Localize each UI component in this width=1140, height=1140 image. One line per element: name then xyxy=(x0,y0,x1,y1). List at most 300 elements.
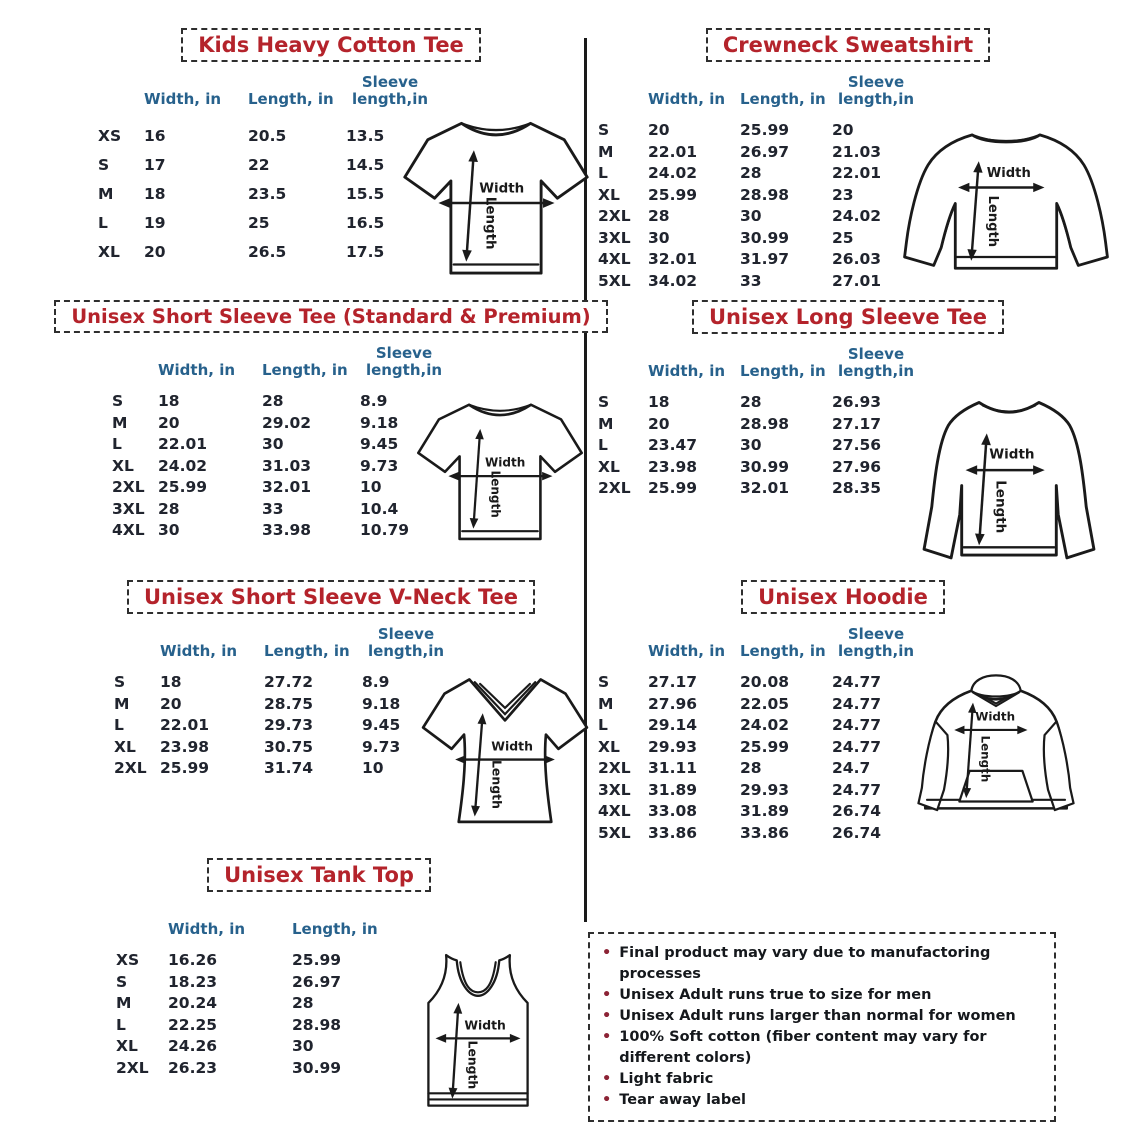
measurement-value: 26.5 xyxy=(248,243,287,261)
size-table xyxy=(112,333,443,542)
title-row xyxy=(80,28,582,62)
measurement-value: 34.02 xyxy=(648,271,698,290)
measurement-value: 29.93 xyxy=(648,737,698,756)
table-header-row xyxy=(598,62,915,108)
size-label: XL xyxy=(598,457,620,476)
measurement-value: 10 xyxy=(360,478,382,496)
measurement-value: 18.23 xyxy=(168,972,218,991)
size-label: M xyxy=(112,413,128,432)
size-row xyxy=(598,801,898,823)
size-row xyxy=(116,993,408,1015)
column-header: Width, in xyxy=(160,642,238,660)
size-row xyxy=(598,478,898,500)
measurement-value: 24.77 xyxy=(832,673,882,691)
size-table xyxy=(598,614,915,844)
measurement-value: 28.35 xyxy=(832,479,882,497)
size-label: M xyxy=(598,414,614,433)
size-label: 3XL xyxy=(112,499,145,518)
size-label: 4XL xyxy=(598,802,631,820)
measurement-value: 10.4 xyxy=(360,499,399,518)
measurement-value: 24.02 xyxy=(832,207,882,225)
measurement-value: 24.26 xyxy=(168,1037,218,1055)
panel-title: Unisex Tank Top xyxy=(207,858,431,892)
panel-title: Unisex Short Sleeve V-Neck Tee xyxy=(127,580,535,614)
size-row xyxy=(598,758,898,780)
measurement-value: 31.74 xyxy=(264,759,314,777)
measurement-value: 16.5 xyxy=(346,214,385,232)
measurement-value: 24.77 xyxy=(832,716,882,734)
measurement-value: 33 xyxy=(262,499,284,518)
width-arrow-label: Width xyxy=(464,1017,506,1033)
size-row xyxy=(598,457,898,479)
size-label: L xyxy=(116,1015,126,1034)
measurement-value: 23 xyxy=(832,185,854,204)
column-header: Width, in xyxy=(648,642,726,660)
size-row xyxy=(598,185,898,207)
note-text: Final product may vary due to manufactoring processes xyxy=(619,945,991,982)
size-label: 2XL xyxy=(114,759,147,777)
column-header: Length, in xyxy=(740,362,826,380)
measurement-value: 31.89 xyxy=(648,780,698,799)
measurement-value: 20 xyxy=(158,413,180,432)
measurement-value: 26.23 xyxy=(168,1058,218,1077)
size-row xyxy=(598,120,898,142)
column-header: Sleeve length,in xyxy=(365,344,443,379)
length-arrow-label: Length xyxy=(992,480,1009,534)
measurement-value: 22.01 xyxy=(648,142,698,161)
measurement-value: 25.99 xyxy=(648,185,698,204)
table-header-row xyxy=(98,62,429,108)
size-label: S xyxy=(116,972,128,991)
measurement-value: 30.75 xyxy=(264,737,314,756)
measurement-value: 29.14 xyxy=(648,716,698,734)
title-row xyxy=(592,580,1094,614)
measurement-value: 31.11 xyxy=(648,759,698,777)
column-header: Sleeve length,in xyxy=(837,345,915,380)
size-row xyxy=(598,414,898,436)
size-row xyxy=(598,142,898,164)
column-header: Length, in xyxy=(740,90,826,108)
size-label: 5XL xyxy=(598,823,631,842)
measurement-value: 23.47 xyxy=(648,436,698,454)
measurement-value: 24.02 xyxy=(648,164,698,182)
measurement-value: 10.79 xyxy=(360,521,410,539)
bullet-dot-icon: • xyxy=(602,945,612,961)
size-row xyxy=(112,456,414,478)
note-item xyxy=(602,1006,1042,1027)
size-row xyxy=(98,209,400,238)
size-row xyxy=(98,151,400,180)
measurement-value: 27.96 xyxy=(648,694,698,713)
note-item xyxy=(602,1090,1042,1111)
size-label: 3XL xyxy=(598,228,631,247)
hoodie-illustration xyxy=(898,672,1094,834)
size-row xyxy=(114,758,416,780)
measurement-value: 21.03 xyxy=(832,142,882,161)
size-table xyxy=(114,614,445,780)
measurement-value: 25 xyxy=(832,228,854,247)
measurement-value: 29.73 xyxy=(264,716,314,734)
size-label: S xyxy=(98,156,110,174)
size-row xyxy=(598,206,898,228)
vneck-tee-illustration xyxy=(416,667,594,836)
length-arrow-label: Length xyxy=(488,470,503,518)
bullet-dot-icon: • xyxy=(602,1092,612,1108)
measurement-value: 33.86 xyxy=(740,823,790,842)
size-label: S xyxy=(598,121,610,139)
measurement-value: 9.73 xyxy=(362,737,401,756)
table-header-row xyxy=(116,892,408,938)
measurement-value: 27.01 xyxy=(832,271,882,290)
measurement-value: 20.24 xyxy=(168,994,218,1012)
measurement-value: 22.25 xyxy=(168,1015,218,1034)
measurement-value: 28 xyxy=(262,392,284,410)
tee-illustration xyxy=(414,391,586,554)
measurement-value: 23.98 xyxy=(160,737,210,756)
panel-kids-heavy-cotton-tee xyxy=(80,28,582,290)
column-header: Sleeve length,in xyxy=(837,625,915,660)
measurement-value: 24.02 xyxy=(158,456,208,475)
size-row xyxy=(598,823,898,845)
table-header-row xyxy=(112,333,443,379)
measurement-value: 27.72 xyxy=(264,673,314,691)
panel-body xyxy=(592,614,1094,844)
measurement-value: 28 xyxy=(292,994,314,1012)
size-row xyxy=(116,950,408,972)
size-row xyxy=(598,737,898,759)
size-row xyxy=(114,715,416,737)
size-table xyxy=(598,334,915,500)
panel-unisex-hoodie xyxy=(592,580,1094,844)
size-row xyxy=(112,520,414,542)
title-row xyxy=(80,580,582,614)
measurement-value: 28 xyxy=(740,164,762,182)
long-sleeve-tee-illustration xyxy=(898,389,1120,572)
measurement-value: 14.5 xyxy=(346,156,385,174)
measurement-value: 33 xyxy=(740,271,762,290)
measurement-value: 28.98 xyxy=(740,185,790,204)
size-table xyxy=(98,62,429,267)
measurement-value: 18 xyxy=(648,393,670,411)
size-row xyxy=(598,392,898,414)
measurement-value: 30 xyxy=(648,228,670,247)
measurement-value: 25.99 xyxy=(292,951,342,969)
panel-unisex-vneck-tee xyxy=(80,580,582,836)
measurement-value: 25.99 xyxy=(648,479,698,497)
measurement-value: 23.98 xyxy=(648,457,698,476)
measurement-value: 9.73 xyxy=(360,456,399,475)
measurement-value: 18 xyxy=(144,185,166,203)
measurement-value: 26.03 xyxy=(832,250,882,268)
panel-unisex-long-sleeve-tee xyxy=(592,300,1104,572)
size-row xyxy=(98,180,400,209)
panel-unisex-short-sleeve-tee xyxy=(71,300,591,554)
size-label: M xyxy=(98,185,114,203)
measurement-value: 29.93 xyxy=(740,780,790,799)
size-label: L xyxy=(598,436,608,454)
column-header: Length, in xyxy=(292,920,378,938)
measurement-value: 30 xyxy=(740,207,762,225)
measurement-value: 28.98 xyxy=(740,414,790,433)
size-label: 4XL xyxy=(112,521,145,539)
measurement-value: 24.77 xyxy=(832,737,882,756)
measurement-value: 22.05 xyxy=(740,694,790,713)
size-row xyxy=(112,391,414,413)
measurement-value: 31.03 xyxy=(262,456,312,475)
table-header-row xyxy=(598,334,915,380)
measurement-value: 32.01 xyxy=(740,479,790,497)
measurement-value: 28 xyxy=(648,207,670,225)
note-text: Unisex Adult runs larger than normal for women xyxy=(619,1008,1016,1024)
size-label: XS xyxy=(116,951,140,969)
measurement-value: 27.17 xyxy=(648,673,698,691)
panel-title: Unisex Long Sleeve Tee xyxy=(692,300,1004,334)
column-header: Width, in xyxy=(648,362,726,380)
note-text: Tear away label xyxy=(619,1092,747,1108)
measurement-value: 20 xyxy=(144,243,166,261)
bullet-dot-icon: • xyxy=(602,1029,612,1045)
measurement-value: 30 xyxy=(740,436,762,454)
size-label: XL xyxy=(98,243,120,261)
size-label: L xyxy=(114,716,124,734)
measurement-value: 25.99 xyxy=(158,478,208,496)
measurement-value: 22.01 xyxy=(158,435,208,453)
measurement-value: 26.74 xyxy=(832,802,882,820)
measurement-value: 20 xyxy=(832,121,854,139)
measurement-value: 16 xyxy=(144,127,166,145)
size-row xyxy=(116,972,408,994)
size-label: XL xyxy=(598,737,620,756)
size-label: XS xyxy=(98,127,122,145)
note-item xyxy=(602,1027,1042,1069)
measurement-value: 16.26 xyxy=(168,951,218,969)
column-header: Width, in xyxy=(648,90,726,108)
size-row xyxy=(598,715,898,737)
note-text: Unisex Adult runs true to size for men xyxy=(619,987,932,1003)
title-row xyxy=(592,28,1104,62)
column-header: Width, in xyxy=(168,920,246,938)
measurement-value: 24.77 xyxy=(832,780,882,799)
column-header: Length, in xyxy=(262,361,348,379)
size-label: L xyxy=(598,716,608,734)
measurement-value: 9.45 xyxy=(360,435,399,453)
tee-illustration xyxy=(400,108,592,290)
column-header: Sleeve length,in xyxy=(367,625,445,660)
measurement-value: 20.08 xyxy=(740,673,790,691)
measurement-value: 20 xyxy=(648,414,670,433)
size-label: 5XL xyxy=(598,271,631,290)
table-header-row xyxy=(114,614,445,660)
panel-title: Kids Heavy Cotton Tee xyxy=(181,28,481,62)
panel-body xyxy=(80,614,582,836)
measurement-value: 31.89 xyxy=(740,802,790,820)
measurement-value: 28.98 xyxy=(292,1015,342,1034)
size-row xyxy=(116,1015,408,1037)
measurement-value: 10 xyxy=(362,759,384,777)
measurement-value: 8.9 xyxy=(362,673,390,691)
size-row xyxy=(114,672,416,694)
size-row xyxy=(98,122,400,151)
measurement-value: 9.18 xyxy=(362,694,401,713)
sweatshirt-illustration xyxy=(898,118,1114,296)
measurement-value: 18 xyxy=(160,673,182,691)
size-label: M xyxy=(114,694,130,713)
title-row xyxy=(592,300,1104,334)
panel-body xyxy=(592,334,1104,572)
measurement-value: 24.77 xyxy=(832,694,882,713)
size-row xyxy=(114,694,416,716)
size-row xyxy=(598,163,898,185)
measurement-value: 28 xyxy=(740,759,762,777)
measurement-value: 26.97 xyxy=(740,142,790,161)
measurement-value: 9.45 xyxy=(362,716,401,734)
panel-title: Unisex Hoodie xyxy=(741,580,945,614)
measurement-value: 30 xyxy=(262,435,284,453)
width-arrow-label: Width xyxy=(975,709,1016,724)
size-label: S xyxy=(112,392,124,410)
width-arrow-label: Width xyxy=(491,738,533,754)
column-header: Width, in xyxy=(144,90,222,108)
measurement-value: 27.96 xyxy=(832,457,882,476)
measurement-value: 13.5 xyxy=(346,127,385,145)
column-header: Sleeve length,in xyxy=(837,73,915,108)
bullet-dot-icon: • xyxy=(602,987,612,1003)
width-arrow-label: Width xyxy=(485,455,526,470)
measurement-value: 29.02 xyxy=(262,413,312,432)
size-label: S xyxy=(598,393,610,411)
measurement-value: 23.5 xyxy=(248,185,287,203)
note-text: 100% Soft cotton (fiber content may vary for different colors) xyxy=(619,1029,987,1066)
column-header: Width, in xyxy=(158,361,236,379)
size-row xyxy=(598,435,898,457)
measurement-value: 15.5 xyxy=(346,185,385,203)
size-row xyxy=(112,499,414,521)
measurement-value: 8.9 xyxy=(360,392,388,410)
size-row xyxy=(114,737,416,759)
size-row xyxy=(598,271,898,293)
note-item xyxy=(602,1069,1042,1090)
size-label: M xyxy=(598,142,614,161)
measurement-value: 20.5 xyxy=(248,127,287,145)
size-label: XL xyxy=(598,185,620,204)
measurement-value: 26.97 xyxy=(292,972,342,991)
size-label: 2XL xyxy=(112,478,145,496)
measurement-value: 30.99 xyxy=(740,457,790,476)
measurement-value: 24.02 xyxy=(740,716,790,734)
panel-unisex-tank-top xyxy=(80,858,558,1116)
measurement-value: 28 xyxy=(740,393,762,411)
size-label: XL xyxy=(112,456,134,475)
size-label: L xyxy=(598,164,608,182)
measurement-value: 22.01 xyxy=(832,164,882,182)
notes-list xyxy=(602,943,1042,1111)
size-label: XL xyxy=(114,737,136,756)
size-label: S xyxy=(598,673,610,691)
measurement-value: 24.7 xyxy=(832,759,871,777)
width-arrow-label: Width xyxy=(479,181,525,197)
size-row xyxy=(598,228,898,250)
size-label: 2XL xyxy=(116,1058,149,1077)
measurement-value: 25.99 xyxy=(740,737,790,756)
length-arrow-label: Length xyxy=(985,195,1001,248)
measurement-value: 17 xyxy=(144,156,166,174)
measurement-value: 25.99 xyxy=(160,759,210,777)
measurement-value: 25 xyxy=(248,214,270,232)
size-label: 4XL xyxy=(598,250,631,268)
panel-crewneck-sweatshirt xyxy=(592,28,1104,296)
size-row xyxy=(116,1058,408,1080)
panel-body xyxy=(80,62,582,290)
measurement-value: 33.08 xyxy=(648,802,698,820)
note-item xyxy=(602,985,1042,1006)
measurement-value: 9.18 xyxy=(360,413,399,432)
bullet-dot-icon: • xyxy=(602,1071,612,1087)
size-row xyxy=(598,694,898,716)
measurement-value: 33.98 xyxy=(262,521,312,539)
size-label: 2XL xyxy=(598,479,631,497)
size-table xyxy=(598,62,915,292)
panel-body xyxy=(592,62,1104,296)
size-label: L xyxy=(98,214,108,232)
measurement-value: 22.01 xyxy=(160,716,210,734)
title-row xyxy=(71,300,591,333)
table-header-row xyxy=(598,614,915,660)
measurement-value: 22 xyxy=(248,156,270,174)
length-arrow-label: Length xyxy=(978,735,993,783)
width-arrow-label: Width xyxy=(986,166,1031,182)
panel-body xyxy=(78,333,584,554)
size-row xyxy=(116,1036,408,1058)
note-item xyxy=(602,943,1042,985)
size-row xyxy=(598,249,898,271)
length-arrow-label: Length xyxy=(482,196,498,250)
measurement-value: 28 xyxy=(158,499,180,518)
size-label: L xyxy=(112,435,122,453)
measurement-value: 32.01 xyxy=(262,478,312,496)
size-row xyxy=(112,434,414,456)
measurement-value: 33.86 xyxy=(648,823,698,842)
column-header: Length, in xyxy=(264,642,350,660)
bullet-dot-icon: • xyxy=(602,1008,612,1024)
panel-body xyxy=(80,892,558,1116)
size-label: M xyxy=(116,994,132,1012)
size-table xyxy=(116,892,408,1079)
tank-top-illustration xyxy=(416,948,540,1116)
title-row xyxy=(80,858,558,892)
size-row xyxy=(598,780,898,802)
measurement-value: 27.17 xyxy=(832,414,882,433)
size-label: S xyxy=(114,673,126,691)
measurement-value: 28.75 xyxy=(264,694,314,713)
measurement-value: 30 xyxy=(158,521,180,539)
measurement-value: 25.99 xyxy=(740,121,790,139)
size-label: XL xyxy=(116,1037,138,1055)
measurement-value: 32.01 xyxy=(648,250,698,268)
measurement-value: 26.74 xyxy=(832,823,882,842)
size-label: 2XL xyxy=(598,759,631,777)
note-text: Light fabric xyxy=(619,1071,714,1087)
size-row xyxy=(112,477,414,499)
measurement-value: 17.5 xyxy=(346,243,385,261)
length-arrow-label: Length xyxy=(489,760,505,809)
size-row xyxy=(112,413,414,435)
column-header: Length, in xyxy=(740,642,826,660)
notes-box xyxy=(588,932,1056,1122)
column-header: Length, in xyxy=(248,90,334,108)
measurement-value: 31.97 xyxy=(740,250,790,268)
panel-title: Unisex Short Sleeve Tee (Standard & Premium) xyxy=(54,300,607,333)
length-arrow-label: Length xyxy=(465,1040,481,1090)
